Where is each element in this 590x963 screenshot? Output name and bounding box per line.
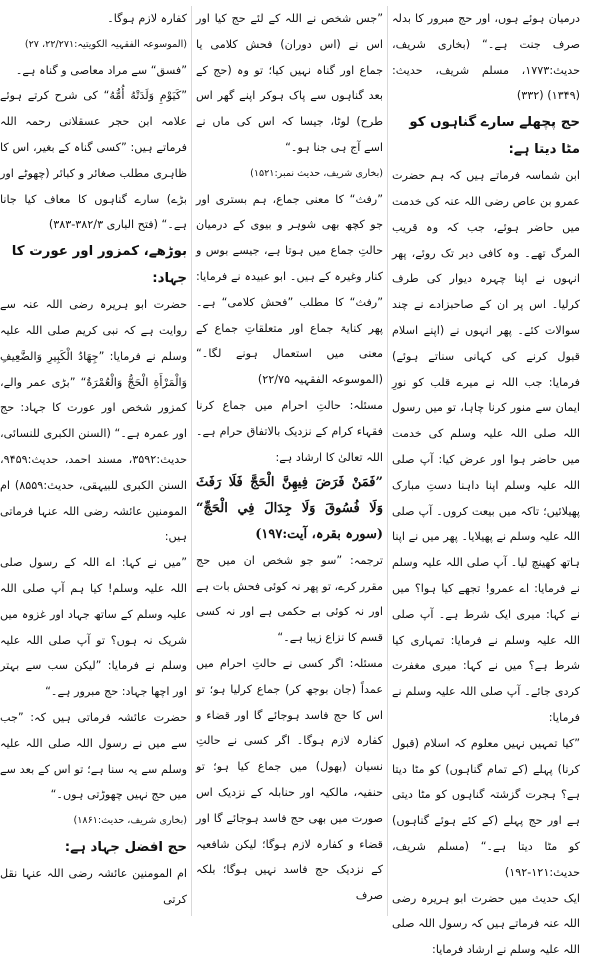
paragraph: حضرت ابو ہریرہ رضی اللہ عنہ سے روایت ہے کہ نبی کریم صلی اللہ علیہ وسلم نے فرمایا: ”جِهَادُ الْكَبِيرِ وَالضَّعِيفِ وَالْمَرْأَةِ الْحَجُّ وَالْعُمْرَةُ“ ”بڑی عمر والے، کمزور شخص اور عورت کا جہاد: حج اور عمرہ ہے۔“ (السنن الکبری للنسائی، حدیث:۳۵۹۲، مسند احمد، حدیث:۹۴۵۹، السنن الکبری للبیہقی، حدیث:۸۵۵۹) ام المومنین عائشہ رضی اللہ عنہا فرماتی ہیں: — [0, 298, 187, 544]
column-middle — [192, 6, 388, 916]
paragraph: ”کیا تمہیں نہیں معلوم کہ اسلام (قبول کرنا) پہلے (کے تمام گناہوں) کو مٹا دیتا ہے؟ ہجرت گزشتہ گناہوں کو مٹا دیتی ہے اور حج پہلے (کے کئے ہوئے گناہوں) کو مٹا دیتا ہے۔“ (مسلم شریف، حدیث:۱۲۱-۱۹۲) — [392, 736, 580, 879]
section-heading: حج افضل جہاد ہے: — [64, 839, 187, 855]
paragraph: ”میں نے کہا: اے اللہ کے رسول صلی اللہ علیہ وسلم! کیا ہم آپ صلی اللہ علیہ وسلم کے ساتھ جہاد اور غزوہ میں شریک نہ ہوں؟ تو آپ صلی اللہ علیہ وسلم نے فرمایا: ”لیکن سب سے بہتر اور اچھا جہاد: حج مبرور ہے۔“ — [0, 556, 187, 699]
section-heading: حج پچھلے سارے گناہوں کو مٹا دیتا ہے: — [409, 115, 580, 158]
paragraph: ”كَيَوْمِ وَلَدَتْهُ أُمُّهُ“ کی شرح کرتے ہوئے علامہ ابن حجر عسقلانی رحمہ اللہ فرماتے ہیں: ”کسی گناہ کے بغیر، اس کا ظاہری مطلب صغائر و کبائر (چھوٹے اور بڑے) سارے گناہوں کا معاف کیا جانا ہے۔“ (فتح الباری ۳۸۲/۳-۳۸۳) — [0, 89, 187, 232]
paragraph: مسئلہ: اگر کسی نے حالتِ احرام میں عمداً (جان بوجھ کر) جماع کرلیا ہو؛ تو اس کا حج فاسد ہوجائے گا اور قضاء و کفارہ لازم ہوگا۔ اگر کسی نے حالتِ نسیان (بھول) میں جماع کیا ہو؛ تو حنفیہ، مالکیہ اور حنابلہ کے نزدیک اس صورت میں بھی حج فاسد ہوجائے گا اور قضاء و کفارہ لازم ہوگا؛ لیکن شافعیہ کے نزدیک حج فاسد نہیں ہوگا؛ بلکہ صرف — [196, 656, 383, 903]
paragraph: ”رفث“ کا معنی جماع، ہم بستری اور جو کچھ بھی شوہر و بیوی کے درمیان حالتِ جماع میں ہوتا ہے، جیسے بوس و کنار وغیرہ کے ہیں۔ ابو عبیدہ نے فرمایا: ”رفث“ کا مطلب ”فحش کلامی“ ہے۔ پھر کنایۃ جماع اور متعلقاتِ جماع کے معنی میں استعمال ہونے لگا۔“ (الموسوعہ الفقہیہ ۲۲/۷۵) — [196, 192, 383, 387]
column-right — [388, 6, 584, 957]
section-heading: بوڑھے، کمزور اور عورت کا جہاد: — [11, 244, 187, 287]
paragraph: درمیان ہوئے ہوں، اور حج مبرور کا بدلہ صرف جنت ہے۔“ (بخاری شریف، حدیث:۱۷۷۳، مسلم شریف، حدیث: (۱۳۴۹) (۳۳۲) — [392, 12, 580, 103]
paragraph: ”فسق“ سے مراد معاصی و گناہ ہے۔ — [15, 63, 187, 77]
paragraph: کفارہ لازم ہوگا۔ — [107, 12, 187, 25]
paragraph: ام المومنین عائشہ رضی اللہ عنہا نقل کرتی — [0, 866, 187, 906]
paragraph: حضرت عائشہ فرماتی ہیں کہ: ”جب سے میں نے رسول اللہ صلی اللہ علیہ وسلم سے یہ سنا ہے؛ تو اس کے بعد سے میں حج نہیں چھوڑتی ہوں۔“ — [0, 710, 187, 802]
paragraph: ایک حدیث میں حضرت ابو ہریرہ رضی اللہ عنہ فرماتے ہیں کہ رسول اللہ صلی اللہ علیہ وسلم نے ارشاد فرمایا: — [392, 891, 580, 957]
citation-reference: (بخاری شریف، حدیث نمبر:۱۵۲۱) — [250, 167, 383, 179]
citation-reference: (الموسوعہ الفقہیہ الکویتیہ:۲۲/۲۷۱، ۲۷) — [24, 38, 187, 50]
paragraph: ابن شماسہ فرماتے ہیں کہ ہم حضرت عمرو بن عاص رضی اللہ عنہ کی خدمت میں حاضر ہوئے، جب کہ وہ قریب المرگ تھے۔ وہ کافی دیر تک روئے، پھر انہوں نے اپنا چہرہ دیوار کی طرف کرلیا۔ اس پر ان کے صاحبزادے نے چند سوالات کئے۔ پھر انہوں نے (اپنے اسلام قبول کرنے کی کہانی سناتے ہوئے) فرمایا: جب اللہ نے میرے قلب کو نورِ ایمان سے منور کرنا چاہا، تو میں رسول اللہ صلی اللہ علیہ وسلم کی خدمت میں حاضر ہوا اور عرض کیا: آپ صلی اللہ علیہ وسلم اپنا داہنا دستِ مبارک پھیلائیں؛ تاکہ میں بیعت کروں۔ آپ صلی اللہ علیہ وسلم نے پھیلایا۔ پھر میں نے اپنا ہاتھ کھینچ لیا۔ آپ صلی اللہ علیہ وسلم نے فرمایا: اے عمرو! تجھے کیا ہوا؟ میں نے کہا: میری ایک شرط ہے۔ آپ صلی اللہ علیہ وسلم نے فرمایا: تمہاری کیا شرط ہے؟ میں نے کہا: میری مغفرت کردی جائے۔ آپ صلی اللہ علیہ وسلم نے فرمایا: — [392, 169, 580, 724]
column-left — [0, 6, 192, 916]
paragraph: ”جس شخص نے اللہ کے لئے حج کیا اور اس نے (اس دوران) فحش کلامی یا جماع اور گناہ نہیں کیا؛ تو وہ (حج کے بعد گناہوں سے پاک ہوکر اپنے گھر اس طرح) لوٹا، جیسا کہ اس کی ماں نے اسے آج ہی جنا ہو۔“ — [196, 12, 383, 154]
citation-reference: (بخاری شریف، حدیث:۱۸۶۱) — [73, 815, 187, 827]
paragraph: ترجمہ: ”سو جو شخص ان میں حج مقرر کرے، تو پھر نہ کوئی فحش بات ہے اور نہ کوئی بے حکمی ہے اور نہ کسی قسم کا نزاع زیبا ہے۔“ — [196, 553, 383, 645]
paragraph: مسئلہ: حالتِ احرام میں جماع کرنا فقہاء کرام کے نزدیک بالاتفاق حرام ہے۔ اللہ تعالیٰ کا ارشاد ہے: — [196, 398, 383, 464]
column-container — [0, 6, 584, 957]
quranic-verse: ”فَمَنْ فَرَضَ فِيهِنَّ الْحَجَّ فَلَا رَفَثَ وَلَا فُسُوقَ وَلَا جِدَالَ فِي الْحَجِّ“ (سورہ بقرہ، آیت:۱۹۷) — [196, 475, 383, 542]
